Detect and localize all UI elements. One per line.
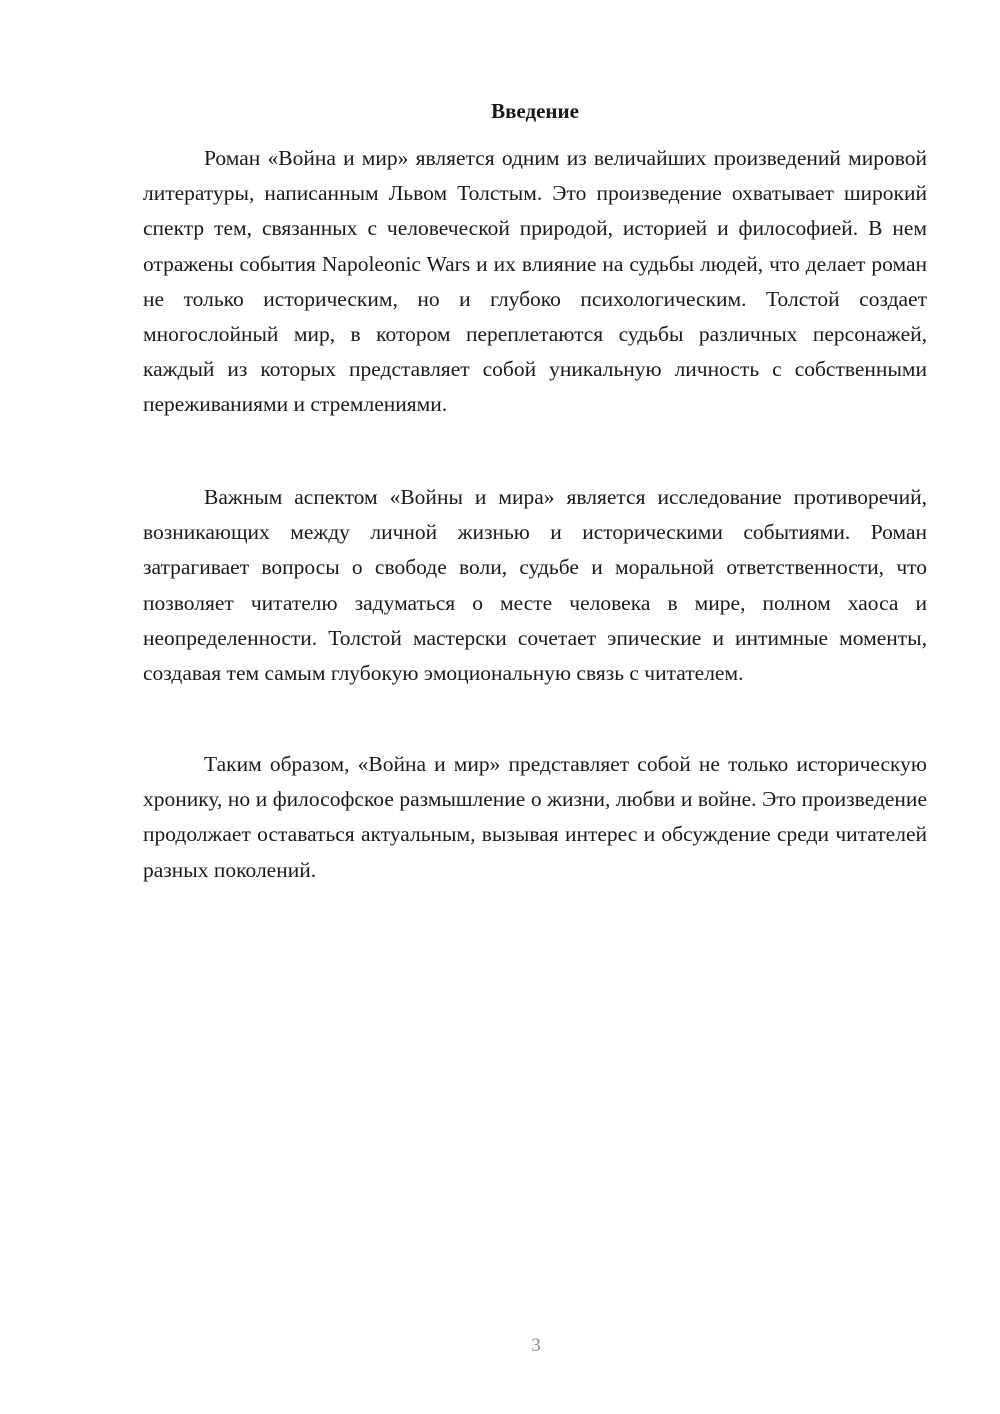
paragraph-1: Роман «Война и мир» является одним из величайших произведений мировой литературы, написанным Львом Толстым. Это произведение охватывает широкий спектр тем, связанных с человеческой природой, историей и философией. В нем отражены события Napoleonic Wars и их влияние на судьбы людей, что делает роман не только историческим, но и глубоко психологическим. Толстой создает многослойный мир, в котором переплетаются судьбы различных персонажей, каждый из которых представляет собой уникальную личность с собственными переживаниями и стремлениями. bbox=[143, 146, 927, 417]
section-heading: Введение bbox=[491, 99, 579, 123]
page-number: 3 bbox=[531, 1335, 541, 1356]
paragraph-2: Важным аспектом «Войны и мира» является исследование противоречий, возникающих между личной жизнью и историческими событиями. Роман затрагивает вопросы о свободе воли, судьбе и моральной ответственности, что позволяет читателю задуматься о месте человека в мире, полном хаоса и неопределенности. Толстой мастерски сочетает эпические и интимные моменты, создавая тем самым глубокую эмоциональную связь с читателем. bbox=[143, 485, 927, 686]
paragraph-3: Таким образом, «Война и мир» представляет собой не только историческую хронику, но и философское размышление о жизни, любви и войне. Это произведение продолжает оставаться актуальным, вызывая интерес и обсуждение среди читателей разных поколений. bbox=[143, 752, 927, 882]
